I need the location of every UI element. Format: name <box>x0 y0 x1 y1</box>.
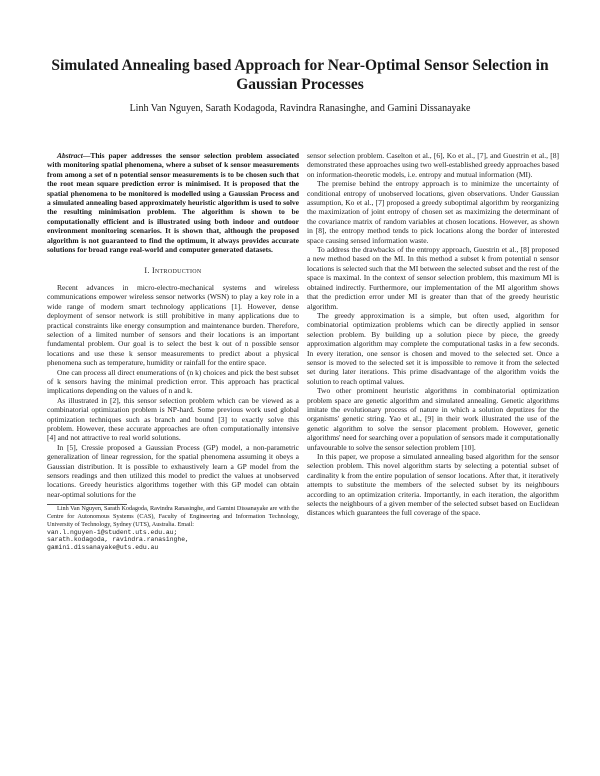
intro-paragraph-4: In [5], Cressie proposed a Gaussian Process (GP) model, a non-parametric generalization of linear regression, for the spatial phenomena assuming it obeys a Gaussian distribution. It is possible to exhaustively learn a GP model from the sensors readings and then utilized this model to predict the values at unobserved locations. Greedy heuristics algorithms together with this GP model can obtain near-optimal solutions for the <box>47 442 299 499</box>
author-footnote <box>47 505 299 552</box>
abstract <box>47 151 299 254</box>
intro-paragraph-3: As illustrated in [2], this sensor selection problem which can be viewed as a combinatorial optimization problem is NP-hard. Some previous work used global optimization techniques such as branch and bound [3] to exactly solve this problem. However, these accurate approaches are often computationally intensive [4] and not attractive to real world solutions. <box>47 395 299 443</box>
right-paragraph-3: To address the drawbacks of the entropy approach, Guestrin et al., [8] proposed a new method based on the MI. In this method a subset k from potential n sensor locations is selected such that the MI between the selected subset and the rest of the space is maximal. In the context of sensor selection problem, this maximum MI is obtained indirectly. Furthermore, our implementation of the MI algorithm shows that the prediction error under MI is greater than that of the greedy heuristic algorithm. <box>307 245 559 311</box>
footnote-email-3[interactable]: gamini.dissanayake@uts.edu.au <box>47 544 159 552</box>
paper-title: Simulated Annealing based Approach for Near-Optimal Sensor Selection in Gaussian Processes <box>51 57 549 93</box>
right-paragraph-2: The premise behind the entropy approach is to minimize the uncertainty of conditional entropy of unobserved locations, given observations. Under Gaussian assumption, Ko et al., [7] proposed a greedy suboptimal algorithm by reorganizing the maximization of joint entropy of chosen set as maximizing the determinant of the covariance matrix of random variables at chosen locations. However, as shown in [8], the entropy method tends to pick locations along the border of interested space causing sensed information waste. <box>307 179 559 245</box>
section-heading-introduction: I. Introduction <box>144 266 202 276</box>
right-paragraph-1: sensor selection problem. Caselton et al., [6], Ko et al., [7], and Guestrin et al., [8] demonstrated these approaches using two well-established greedy approaches based on information-theoretic models, i.e. entropy and mutual information (MI). <box>307 151 559 179</box>
left-column <box>47 151 299 552</box>
right-column <box>307 151 559 518</box>
footnote-email-2[interactable]: sarath.kodagoda, ravindra.ranasinghe, <box>47 536 189 544</box>
right-paragraph-5: Two other prominent heuristic algorithms in combinatorial optimization problem space are genetic algorithm and simulated annealing. Genetic algorithms imitate the evolutionary process of nature in which a solution deputizes for the organisms' genetic string. Yao et al., [9] in their work illustrated the use of the genetic algorithm to solve the sensor placement problem. However, genetic algorithms' need for searching over a population of sensors made it computationally unfavourable to solve the sensor selection problem [10]. <box>307 386 559 452</box>
abstract-text: —This paper addresses the sensor selection problem associated with monitoring spatial phenomena, where a subset of k sensor measurements from among a set of n potential sensor measurements is to be chosen such that the root mean square prediction error is minimised. It is proposed that the spatial phenomena to be monitored is modelled using a Gaussian Process and a simulated annealing based approximately heuristic algorithm is used to solve the resulting minimisation problem. The algorithm is shown to be computationally efficient and is illustrated using both indoor and outdoor environment monitoring scenarios. It is shown that, although the proposed algorithm is not guaranteed to find the optimum, it always provides accurate solutions for broad range real-world and computer generated datasets. <box>47 151 299 255</box>
author-list: Linh Van Nguyen, Sarath Kodagoda, Ravindra Ranasinghe, and Gamini Dissanayake <box>129 103 471 114</box>
intro-paragraph-2: One can process all direct enumerations of (n k) choices and pick the best subset of k sensors having the minimal prediction error. This approach has practical implications depending on the values of n and k. <box>47 367 299 396</box>
footnote-email-1[interactable]: van.l.nguyen-1@student.uts.edu.au; <box>47 528 178 536</box>
right-paragraph-4: The greedy approximation is a simple, but often used, algorithm for combinatorial optimization problems which can be directly applied in sensor selection problem. By building up a solution piece by piece, the greedy approximation algorithm may complete the computational tasks in a few seconds. In every iteration, one sensor is chosen and moved to the selected set. Once a sensor is moved to the selected set it is impossible to remove it from the selected set during later iterations. This prime disadvantage of the algorithm voids the solution to reach optimal values. <box>307 310 559 386</box>
abstract-lead: Abstract <box>57 151 83 160</box>
footnote-text: Linh Van Nguyen, Sarath Kodagoda, Ravindra Ranasinghe, and Gamini Dissanayake are with the Centre for Autonomous Systems (CAS), Faculty of Engineering and Information Technology, University of Technology, Sydney (UTS), Australia. Email: <box>47 505 299 528</box>
intro-paragraph-1: Recent advances in micro-electro-mechanical systems and wireless communications empower wireless sensor networks (WSN) to play a key role in a wide range of modern smart technology applications [1]. However, dense deployment of sensor network is still prohibitive in many applications due to practical constraints like energy consumption and maintenance burden. Therefore, selection of a limited number of sensors and their locations is an important fundamental problem. Our goal is to select the best k out of n possible sensor locations and use these k sensor measurements to predict about a physical phenomena such as temperature, humidity or rainfall for the entire space. <box>47 282 299 368</box>
right-paragraph-6: In this paper, we propose a simulated annealing based algorithm for the sensor selection problem. This novel algorithm starts by selecting a potential subset of cardinality k from the entire population of sensor locations. After that, it iteratively attempts to substitute the members of the selected subset by its neighbours according to an optimization criteria. Importantly, in each iteration, the algorithm selects the neighbours of a given member of the selected subset based on Euclidean distances which guarantees the full coverage of the space. <box>307 452 559 518</box>
